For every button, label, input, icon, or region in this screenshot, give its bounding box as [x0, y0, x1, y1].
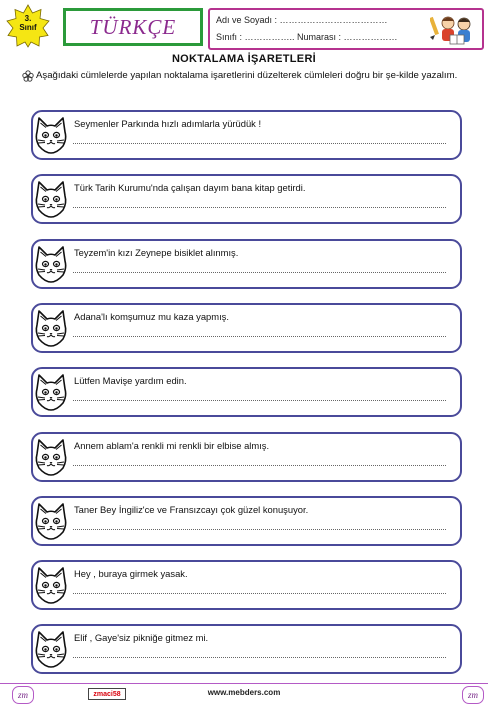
answer-line[interactable]: [73, 272, 446, 273]
answer-line[interactable]: [73, 657, 446, 658]
cat-face-icon: [30, 501, 72, 543]
instruction-text: Aşağıdaki cümlelerde yapılan noktalama işaretlerini düzelterek cümleleri doğru bir şe-kilde yazalım.: [36, 70, 458, 81]
exercise-row: [31, 624, 462, 674]
exercise-row: [31, 239, 462, 289]
page-title: NOKTALAMA İŞARETLERİ: [171, 53, 317, 65]
kids-reading-icon: [430, 13, 478, 47]
cat-face-icon: [30, 308, 72, 350]
answer-line[interactable]: [73, 400, 446, 401]
footer-divider: [0, 683, 488, 684]
exercise-sentence: Türk Tarih Kurumu'nda çalışan dayım bana kitap getirdi.: [74, 182, 306, 193]
exercise-row: [31, 432, 462, 482]
answer-line[interactable]: [73, 465, 446, 466]
cat-face-icon: [30, 565, 72, 607]
grade-label: [6, 14, 50, 32]
exercise-row: [31, 174, 462, 224]
grade-suffix: Sınıf: [19, 23, 37, 32]
answer-line[interactable]: [73, 143, 446, 144]
answer-line[interactable]: [73, 529, 446, 530]
exercise-row: [31, 367, 462, 417]
student-name-field[interactable]: Adı ve Soyadı : ………………………………: [216, 15, 388, 25]
author-tag: zmaci58: [88, 688, 126, 700]
exercise-sentence: Taner Bey İngiliz'ce ve Fransızcayı çok güzel konuşuyor.: [74, 504, 309, 515]
cat-face-icon: [30, 179, 72, 221]
exercise-sentence: Adana'lı komşumuz mu kaza yapmış.: [74, 311, 229, 322]
exercise-sentence: Lütfen Mavişe yardım edin.: [74, 375, 187, 386]
subject-title: TÜRKÇE: [89, 14, 177, 39]
footer-logo-left: zm: [12, 686, 34, 704]
exercise-sentence: Annem ablam'a renkli mi renkli bir elbise almış.: [74, 440, 270, 451]
exercise-row: [31, 560, 462, 610]
grade-number: 3.: [24, 14, 32, 23]
subject-box: [63, 8, 203, 46]
cat-face-icon: [30, 244, 72, 286]
exercise-sentence: Seymenler Parkında hızlı adımlarla yürüdük !: [74, 118, 262, 129]
exercise-row: [31, 496, 462, 546]
answer-line[interactable]: [73, 207, 446, 208]
exercise-sentence: Hey , buraya girmek yasak.: [74, 568, 188, 579]
exercise-row: [31, 303, 462, 353]
website-link[interactable]: www.mebders.com: [207, 688, 281, 697]
exercise-sentence: Elif , Gaye'siz pikniğe gitmez mi.: [74, 632, 209, 643]
cat-face-icon: [30, 629, 72, 671]
answer-line[interactable]: [73, 336, 446, 337]
cat-face-icon: [30, 115, 72, 157]
exercise-sentence: Teyzem'in kızı Zeynepe bisiklet alınmış.: [74, 247, 239, 258]
student-info-box: [208, 8, 484, 50]
cat-face-icon: [30, 372, 72, 414]
exercise-row: [31, 110, 462, 160]
cat-face-icon: [30, 437, 72, 479]
footer-logo-right: zm: [462, 686, 484, 704]
student-class-number-field[interactable]: Sınıfı : …………….. Numarası : ………………: [216, 32, 398, 42]
answer-line[interactable]: [73, 593, 446, 594]
